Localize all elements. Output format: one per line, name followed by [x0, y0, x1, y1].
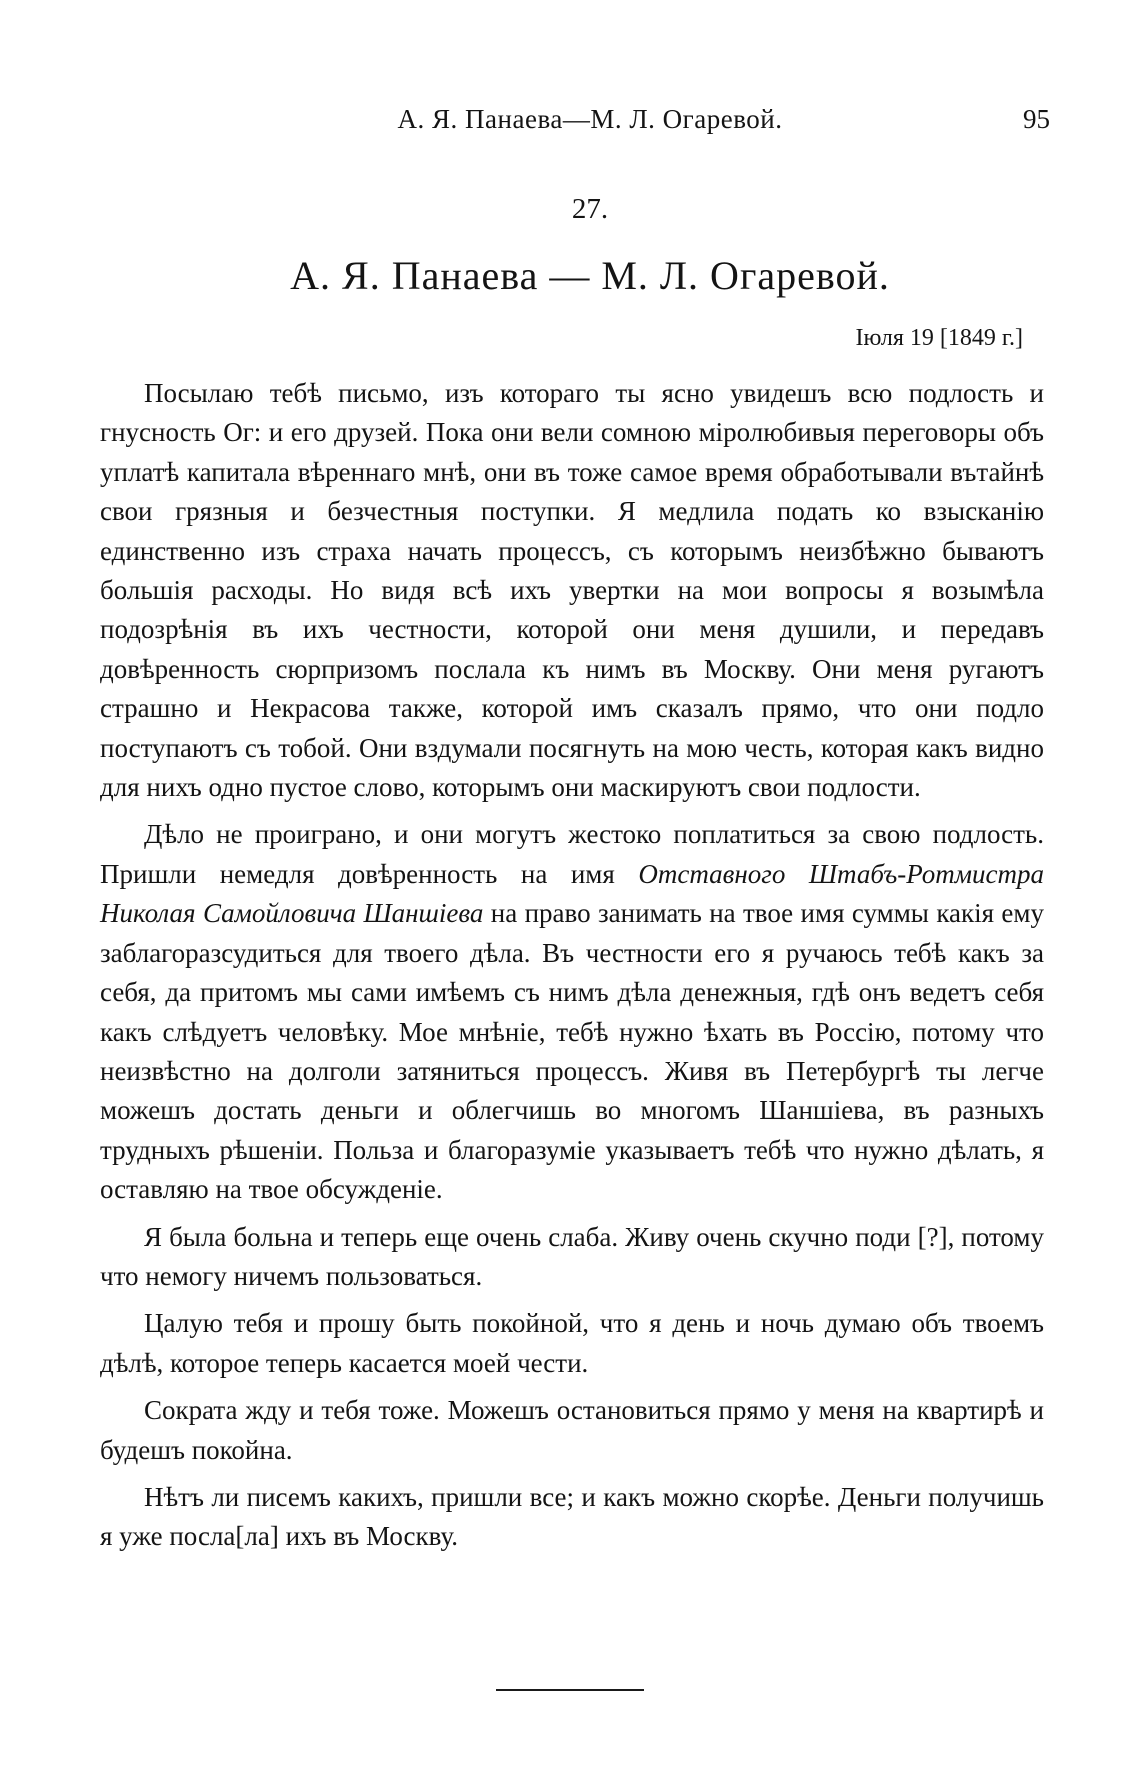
letter-number: 27.	[571, 193, 609, 225]
paragraph-2-text-b: на право занимать на твое имя суммы какiя ему заблагоразсудиться для твоего дѣла. Въ честности его я ручаюсь тебѣ какъ за себя, да притомъ мы сами имѣемъ съ нимъ дѣла денежныя, гдѣ онъ ведетъ себя какъ слѣдуетъ человѣку. Мое мнѣнiе, тебѣ нужно ѣхать въ Россiю, потому что неизвѣстно на долголи затяниться процессъ. Живя въ Петербургѣ ты легче можешъ достать деньги и облегчишь во многомъ Шаншiева, въ разныхъ трудныхъ рѣшенiи. Польза и благоразумiе указываетъ тебѣ что нужно дѣлать, я оставляю на твое обсужденiе.	[100, 898, 1044, 1205]
paragraph-2-text-a: Дѣло не проиграно, и они могутъ жестоко поплатиться за свою подлость. Пришли немедля довѣренность на имя	[100, 819, 1044, 889]
paragraph-6: Нѣтъ ли писемъ какихъ, пришли все; и какъ можно скорѣе. Деньги получишь я уже посла[ла] ихъ въ Москву.	[100, 1481, 1044, 1552]
paragraph-5: Сократа жду и тебя тоже. Можешъ остановиться прямо у меня на квартирѣ и будешъ покойна.	[100, 1395, 1044, 1465]
paragraph-4: Цалую тебя и прошу быть покойной, что я день и ночь думаю объ твоемъ дѣлѣ, которое теперь касается моей чести.	[100, 1308, 1044, 1378]
running-head	[130, 104, 1050, 144]
letter-date: Iюля 19 [1849 г.]	[855, 325, 1023, 351]
paragraph-3: Я была больна и теперь еще очень слаба. Живу очень скучно поди [?], потому что немогу ничемъ пользоваться.	[100, 1221, 1044, 1291]
paragraph-1: Посылаю тебѣ письмо, изъ котораго ты ясно увидешъ всю подлость и гнусность Ог: и его друзей. Пока они вели сомною мiролюбивыя переговоры объ уплатѣ капитала вѣреннаго мнѣ, они въ тоже самое время обработывали вътайнѣ свои грязныя и безчестныя поступки. Я медлила подать ко взысканiю единственно изъ страха начать процессъ, съ которымъ неизбѣжно бываютъ большiя расходы. Но видя всѣ ихъ увертки на мои вопросы я возымѣла подозрѣнiя въ ихъ честности, которой они меня душили, и передавъ довѣренность сюрпризомъ послала къ нимъ въ Москву. Они меня ругаютъ страшно и Некрасова также, которой имъ сказалъ прямо, что они подло поступаютъ съ тобой. Они вздумали посягнуть на мою честь, которая какъ видно для нихъ одно пустое слово, которымъ они маскируютъ свои подлости.	[100, 378, 1044, 803]
page-number: 95	[1023, 104, 1050, 134]
paragraph-2	[100, 815, 1044, 1209]
paragraph-2-italic-name: Отставного Штабъ-Ротмистра Николая Самойловича Шаншiева	[100, 858, 1044, 929]
end-rule	[496, 1689, 644, 1691]
letter-title: А. Я. Панаева — М. Л. Огаревой.	[290, 253, 890, 298]
letter-body	[100, 374, 1044, 1565]
running-title: А. Я. Панаева—М. Л. Огаревой.	[397, 104, 783, 134]
